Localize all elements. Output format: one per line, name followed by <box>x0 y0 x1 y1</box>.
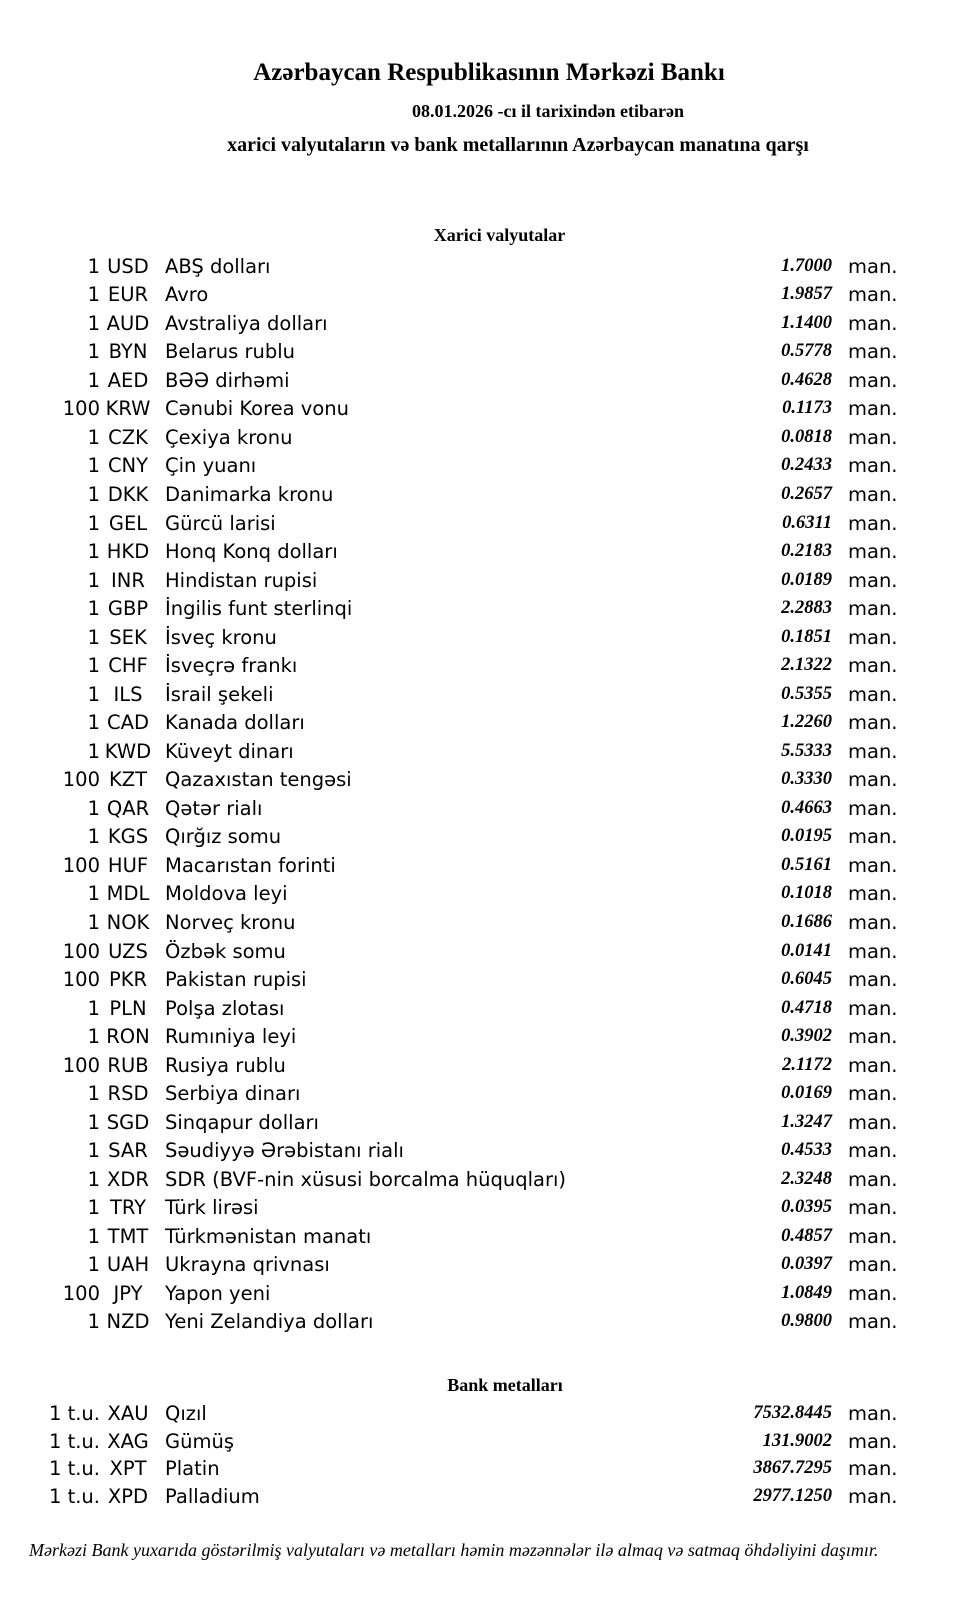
row-unit-label: man. <box>848 739 898 763</box>
rate-row <box>0 1251 969 1280</box>
rate-row <box>0 1279 969 1308</box>
rate-row <box>0 1455 969 1483</box>
row-currency-name: Yeni Zelandiya dolları <box>165 1310 374 1334</box>
rate-row <box>0 338 969 367</box>
row-rate-value: 2.1172 <box>782 1054 832 1075</box>
row-currency-name: Serbiya dinarı <box>165 1082 301 1106</box>
row-currency-name: Çin yuanı <box>165 454 257 478</box>
row-currency-name: Avro <box>165 283 209 307</box>
row-quantity: 1 <box>87 283 100 307</box>
rate-row <box>0 1308 969 1337</box>
currency-table <box>0 252 969 1336</box>
rate-row <box>0 908 969 937</box>
row-rate-value: 0.6311 <box>782 512 832 533</box>
row-code: ILS <box>113 682 143 706</box>
row-unit-label: man. <box>848 483 898 507</box>
row-rate-value: 2.2883 <box>781 598 832 619</box>
rate-row <box>0 1194 969 1223</box>
row-currency-name: Danimarka kronu <box>165 483 334 507</box>
row-quantity: 1 <box>87 1082 100 1106</box>
row-code: HKD <box>106 540 150 564</box>
rate-row <box>0 1051 969 1080</box>
row-quantity: 100 <box>62 939 100 963</box>
row-quantity: 1 t.u. <box>48 1429 100 1453</box>
rate-row <box>0 395 969 424</box>
row-rate-value: 0.1018 <box>781 883 832 904</box>
row-code: AUD <box>106 311 150 335</box>
row-quantity: 1 <box>87 825 100 849</box>
row-unit-label: man. <box>848 768 898 792</box>
row-code: MDL <box>106 882 150 906</box>
row-rate-value: 1.2260 <box>781 712 832 733</box>
row-unit-label: man. <box>848 254 898 278</box>
row-rate-value: 0.1173 <box>782 398 832 419</box>
rate-row <box>0 1222 969 1251</box>
row-quantity: 1 <box>87 511 100 535</box>
row-currency-name: Küveyt dinarı <box>165 739 294 763</box>
row-quantity: 100 <box>62 1053 100 1077</box>
row-quantity: 1 <box>87 711 100 735</box>
row-quantity: 1 <box>87 597 100 621</box>
row-quantity: 1 <box>87 1025 100 1049</box>
row-currency-name: Rumıniya leyi <box>165 1025 297 1049</box>
row-code: SGD <box>106 1110 150 1134</box>
row-unit-label: man. <box>848 1402 898 1426</box>
row-unit-label: man. <box>848 1196 898 1220</box>
row-quantity: 1 <box>87 254 100 278</box>
row-quantity: 100 <box>62 397 100 421</box>
row-unit-label: man. <box>848 1082 898 1106</box>
row-rate-value: 0.4663 <box>781 797 832 818</box>
row-code: BYN <box>108 340 148 364</box>
row-code: RON <box>106 1025 150 1049</box>
row-rate-value: 1.9857 <box>781 284 832 305</box>
page-subtitle: xarici valyutaların və bank metallarının Azərbaycan manatına qarşı <box>227 134 809 156</box>
row-code: CAD <box>107 711 149 735</box>
row-code: KRW <box>105 397 151 421</box>
row-code: PKR <box>108 968 148 992</box>
rate-row <box>0 1022 969 1051</box>
row-code: CNY <box>107 454 149 478</box>
row-code: RUB <box>107 1053 149 1077</box>
row-unit-label: man. <box>848 1224 898 1248</box>
row-quantity: 1 <box>87 654 100 678</box>
row-code: CZK <box>108 425 148 449</box>
row-code: CHF <box>108 654 148 678</box>
row-unit-label: man. <box>848 1253 898 1277</box>
metal-section-heading: Bank metalları <box>447 1375 563 1395</box>
row-currency-name: Polşa zlotası <box>165 996 285 1020</box>
rate-row <box>0 851 969 880</box>
row-unit-label: man. <box>848 796 898 820</box>
row-code: USD <box>107 254 149 278</box>
row-currency-name: Qətər rialı <box>165 796 263 820</box>
row-quantity: 1 <box>87 568 100 592</box>
row-unit-label: man. <box>848 1429 898 1453</box>
effective-date-line: 08.01.2026 -cı il tarixindən etibarən <box>412 101 684 121</box>
row-unit-label: man. <box>848 1139 898 1163</box>
row-code: EUR <box>107 283 149 307</box>
row-currency-name: Gürcü larisi <box>165 511 276 535</box>
row-code: AED <box>107 368 149 392</box>
row-unit-label: man. <box>848 825 898 849</box>
row-quantity: 1 <box>87 1196 100 1220</box>
row-currency-name: Platin <box>165 1457 220 1481</box>
rate-row <box>0 1165 969 1194</box>
row-code: HUF <box>107 853 149 877</box>
row-rate-value: 0.5161 <box>781 854 832 875</box>
row-code: KWD <box>104 739 152 763</box>
row-currency-name: Macarıstan forinti <box>165 853 336 877</box>
row-currency-name: İngilis funt sterlinqi <box>165 597 353 621</box>
row-code: QAR <box>106 796 150 820</box>
row-currency-name: Pakistan rupisi <box>165 968 307 992</box>
row-rate-value: 0.2433 <box>781 455 832 476</box>
rate-row <box>0 937 969 966</box>
row-code: GBP <box>107 597 149 621</box>
row-currency-name: Qızıl <box>165 1402 207 1426</box>
rate-row <box>0 651 969 680</box>
row-rate-value: 0.5778 <box>781 341 832 362</box>
rate-row <box>0 823 969 852</box>
row-quantity: 1 <box>87 796 100 820</box>
row-currency-name: Kanada dolları <box>165 711 305 735</box>
row-quantity: 1 <box>87 483 100 507</box>
row-rate-value: 2.3248 <box>781 1168 832 1189</box>
row-quantity: 1 <box>87 1139 100 1163</box>
rate-row <box>0 594 969 623</box>
rate-row <box>0 566 969 595</box>
row-rate-value: 0.0395 <box>781 1197 832 1218</box>
row-code: GEL <box>108 511 148 535</box>
row-unit-label: man. <box>848 682 898 706</box>
rate-row <box>0 965 969 994</box>
row-code: DKK <box>107 483 149 507</box>
row-code: KGS <box>107 825 149 849</box>
row-unit-label: man. <box>848 1053 898 1077</box>
row-rate-value: 2.1322 <box>781 655 832 676</box>
row-currency-name: Sinqapur dolları <box>165 1110 319 1134</box>
row-currency-name: Səudiyyə Ərəbistanı rialı <box>165 1139 404 1163</box>
row-unit-label: man. <box>848 1110 898 1134</box>
row-rate-value: 0.0195 <box>781 826 832 847</box>
row-currency-name: SDR (BVF-nin xüsusi borcalma hüquqları) <box>165 1167 567 1191</box>
rate-row <box>0 537 969 566</box>
rate-row <box>0 480 969 509</box>
row-quantity: 100 <box>62 1281 100 1305</box>
row-quantity: 1 <box>87 368 100 392</box>
row-currency-name: Özbək somu <box>165 939 286 963</box>
row-currency-name: Türkmənistan manatı <box>165 1224 372 1248</box>
row-rate-value: 0.6045 <box>781 969 832 990</box>
rate-row <box>0 623 969 652</box>
page-title: Azərbaycan Respublikasının Mərkəzi Bankı <box>253 59 725 86</box>
row-rate-value: 5.5333 <box>781 740 832 761</box>
row-rate-value: 0.1851 <box>781 626 832 647</box>
row-unit-label: man. <box>848 968 898 992</box>
row-quantity: 1 t.u. <box>48 1484 100 1508</box>
row-unit-label: man. <box>848 454 898 478</box>
rate-row <box>0 1079 969 1108</box>
row-unit-label: man. <box>848 711 898 735</box>
rate-row <box>0 766 969 795</box>
row-code: UAH <box>106 1253 150 1277</box>
row-currency-name: Yapon yeni <box>165 1281 271 1305</box>
row-rate-value: 7532.8445 <box>753 1403 832 1424</box>
row-unit-label: man. <box>848 425 898 449</box>
row-rate-value: 0.4857 <box>781 1225 832 1246</box>
metal-table <box>0 1400 969 1510</box>
row-code: XDR <box>107 1167 149 1191</box>
row-unit-label: man. <box>848 939 898 963</box>
row-currency-name: İsrail şekeli <box>165 682 274 706</box>
row-quantity: 1 <box>87 682 100 706</box>
rate-row <box>0 423 969 452</box>
row-quantity: 1 <box>87 311 100 335</box>
row-currency-name: Çexiya kronu <box>165 425 293 449</box>
row-currency-name: Rusiya rublu <box>165 1053 286 1077</box>
row-rate-value: 0.3902 <box>781 1026 832 1047</box>
rate-row <box>0 1483 969 1511</box>
rate-row <box>0 994 969 1023</box>
row-quantity: 1 <box>87 340 100 364</box>
rate-row <box>0 452 969 481</box>
row-rate-value: 0.0189 <box>781 569 832 590</box>
row-code: INR <box>111 568 145 592</box>
rate-row <box>0 1136 969 1165</box>
row-quantity: 1 t.u. <box>48 1402 100 1426</box>
row-quantity: 100 <box>62 968 100 992</box>
row-currency-name: Moldova leyi <box>165 882 288 906</box>
row-unit-label: man. <box>848 540 898 564</box>
row-rate-value: 1.1400 <box>781 312 832 333</box>
row-unit-label: man. <box>848 397 898 421</box>
row-quantity: 1 <box>87 996 100 1020</box>
row-rate-value: 0.4533 <box>781 1140 832 1161</box>
row-rate-value: 3867.7295 <box>753 1458 832 1479</box>
row-rate-value: 0.0818 <box>781 426 832 447</box>
row-unit-label: man. <box>848 1457 898 1481</box>
row-currency-name: Cənubi Korea vonu <box>165 397 349 421</box>
row-currency-name: BƏƏ dirhəmi <box>165 368 290 392</box>
row-quantity: 1 <box>87 425 100 449</box>
row-currency-name: Palladium <box>165 1484 260 1508</box>
row-currency-name: Gümüş <box>165 1429 234 1453</box>
row-currency-name: Avstraliya dolları <box>165 311 328 335</box>
row-currency-name: Honq Konq dolları <box>165 540 338 564</box>
row-quantity: 1 <box>87 540 100 564</box>
row-currency-name: Qırğız somu <box>165 825 282 849</box>
row-quantity: 1 <box>87 625 100 649</box>
disclaimer-note: Mərkəzi Bank yuxarıda göstərilmiş valyutaları və metalları həmin məzənnələr ilə almaq və satmaq öhdəliyini daşımır. <box>29 1540 879 1560</box>
row-currency-name: Türk lirəsi <box>165 1196 259 1220</box>
rate-row <box>0 1400 969 1428</box>
rate-row <box>0 252 969 281</box>
row-unit-label: man. <box>848 340 898 364</box>
row-quantity: 1 <box>87 1167 100 1191</box>
row-code: TRY <box>109 1196 147 1220</box>
row-code: JPY <box>113 1281 143 1305</box>
rate-row <box>0 509 969 538</box>
row-unit-label: man. <box>848 654 898 678</box>
row-currency-name: İsveçrə frankı <box>165 654 298 678</box>
row-quantity: 1 <box>87 1110 100 1134</box>
rate-row <box>0 794 969 823</box>
row-code: NZD <box>106 1310 150 1334</box>
row-unit-label: man. <box>848 311 898 335</box>
row-unit-label: man. <box>848 1167 898 1191</box>
row-code: UZS <box>108 939 148 963</box>
row-unit-label: man. <box>848 1484 898 1508</box>
row-code: XPD <box>107 1484 149 1508</box>
rate-row <box>0 309 969 338</box>
rate-row <box>0 737 969 766</box>
row-rate-value: 0.2657 <box>781 484 832 505</box>
row-rate-value: 0.0169 <box>781 1083 832 1104</box>
rate-row <box>0 709 969 738</box>
row-code: NOK <box>106 910 150 934</box>
row-rate-value: 1.3247 <box>781 1111 832 1132</box>
row-unit-label: man. <box>848 882 898 906</box>
row-code: SEK <box>109 625 147 649</box>
row-code: XAG <box>107 1429 149 1453</box>
row-quantity: 1 t.u. <box>48 1457 100 1481</box>
row-code: XPT <box>109 1457 147 1481</box>
row-unit-label: man. <box>848 368 898 392</box>
row-quantity: 100 <box>62 853 100 877</box>
row-rate-value: 0.5355 <box>781 683 832 704</box>
row-currency-name: Qazaxıstan tengəsi <box>165 768 352 792</box>
row-rate-value: 0.3330 <box>781 769 832 790</box>
row-currency-name: Hindistan rupisi <box>165 568 318 592</box>
row-rate-value: 131.9002 <box>762 1430 832 1451</box>
row-quantity: 1 <box>87 739 100 763</box>
row-unit-label: man. <box>848 1025 898 1049</box>
row-rate-value: 0.0397 <box>781 1254 832 1275</box>
row-currency-name: ABŞ dolları <box>165 254 271 278</box>
row-unit-label: man. <box>848 1281 898 1305</box>
row-rate-value: 0.9800 <box>781 1311 832 1332</box>
row-code: RSD <box>107 1082 149 1106</box>
row-currency-name: İsveç kronu <box>165 625 277 649</box>
rate-row <box>0 880 969 909</box>
row-rate-value: 1.0849 <box>781 1282 832 1303</box>
rate-row <box>0 366 969 395</box>
row-code: KZT <box>108 768 148 792</box>
row-unit-label: man. <box>848 568 898 592</box>
row-unit-label: man. <box>848 1310 898 1334</box>
row-rate-value: 0.1686 <box>781 911 832 932</box>
row-quantity: 1 <box>87 454 100 478</box>
rate-row <box>0 1428 969 1456</box>
row-currency-name: Ukrayna qrivnası <box>165 1253 330 1277</box>
row-rate-value: 0.4628 <box>781 369 832 390</box>
row-code: TMT <box>107 1224 149 1248</box>
rate-row <box>0 680 969 709</box>
row-quantity: 1 <box>87 1224 100 1248</box>
row-unit-label: man. <box>848 996 898 1020</box>
row-code: XAU <box>107 1402 149 1426</box>
row-unit-label: man. <box>848 283 898 307</box>
row-unit-label: man. <box>848 853 898 877</box>
row-rate-value: 1.7000 <box>781 255 832 276</box>
rate-row <box>0 281 969 310</box>
row-rate-value: 0.0141 <box>781 940 832 961</box>
row-currency-name: Norveç kronu <box>165 910 296 934</box>
row-quantity: 1 <box>87 882 100 906</box>
row-currency-name: Belarus rublu <box>165 340 296 364</box>
row-unit-label: man. <box>848 597 898 621</box>
row-quantity: 1 <box>87 1310 100 1334</box>
row-code: PLN <box>109 996 147 1020</box>
rate-row <box>0 1108 969 1137</box>
row-unit-label: man. <box>848 511 898 535</box>
row-rate-value: 2977.1250 <box>753 1485 832 1506</box>
row-quantity: 100 <box>62 768 100 792</box>
row-unit-label: man. <box>848 625 898 649</box>
row-quantity: 1 <box>87 910 100 934</box>
row-rate-value: 0.2183 <box>781 541 832 562</box>
row-code: SAR <box>108 1139 148 1163</box>
row-rate-value: 0.4718 <box>781 997 832 1018</box>
currency-section-heading: Xarici valyutalar <box>433 225 566 245</box>
row-unit-label: man. <box>848 910 898 934</box>
row-quantity: 1 <box>87 1253 100 1277</box>
